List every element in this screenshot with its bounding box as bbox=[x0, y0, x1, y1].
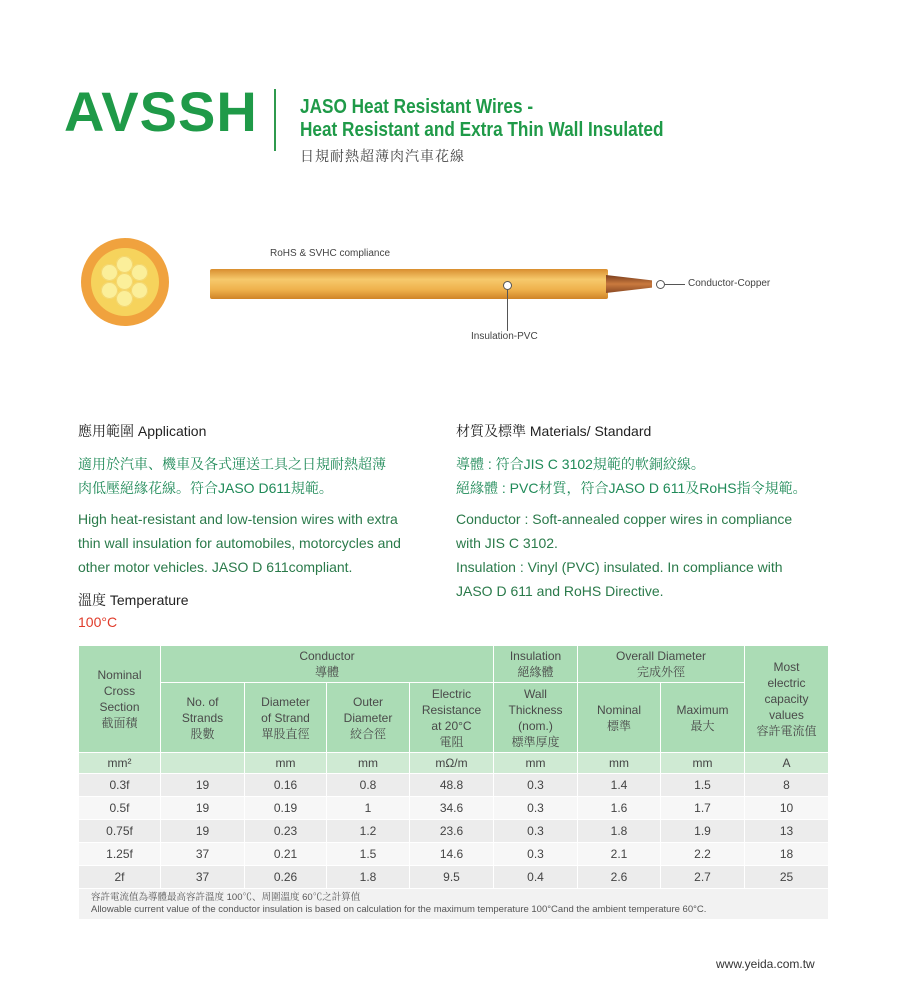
table-cell: 23.6 bbox=[410, 820, 494, 843]
table-cell: 2.7 bbox=[661, 866, 745, 889]
table-cell: 0.19 bbox=[245, 797, 327, 820]
table-note-row bbox=[79, 889, 829, 920]
product-code: AVSSH bbox=[64, 80, 258, 143]
insulation-pointer-line bbox=[507, 290, 508, 331]
table-row bbox=[79, 843, 829, 866]
unit-cell: mm bbox=[245, 753, 327, 774]
spec-table bbox=[78, 645, 829, 920]
header-conductor: Conductor 導體 bbox=[161, 646, 494, 683]
table-cell: 0.3 bbox=[494, 774, 578, 797]
unit-cell: mm² bbox=[79, 753, 161, 774]
materials-en-line-1: Conductor : Soft-annealed copper wires in compliance bbox=[456, 511, 793, 527]
table-cell: 2.1 bbox=[578, 843, 661, 866]
table-row bbox=[79, 797, 829, 820]
table-cell: 1.4 bbox=[578, 774, 661, 797]
table-cell: 0.26 bbox=[245, 866, 327, 889]
application-heading: 應用範圍 Application bbox=[78, 423, 207, 439]
table-cell: 1 bbox=[327, 797, 410, 820]
header-od-maximum: Maximum 最大 bbox=[661, 683, 745, 753]
table-cell: 19 bbox=[161, 774, 245, 797]
table-cell: 0.75f bbox=[79, 820, 161, 843]
table-cell: 0.4 bbox=[494, 866, 578, 889]
table-cell: 0.23 bbox=[245, 820, 327, 843]
application-en-line-2: thin wall insulation for automobiles, motorcycles and bbox=[78, 535, 401, 551]
table-cell: 48.8 bbox=[410, 774, 494, 797]
application-en-line-3: other motor vehicles. JASO D 611compliant. bbox=[78, 559, 353, 575]
table-cell: 25 bbox=[745, 866, 829, 889]
website-url: www.yeida.com.tw bbox=[716, 957, 815, 971]
unit-cell: mΩ/m bbox=[410, 753, 494, 774]
materials-heading: 材質及標準 Materials/ Standard bbox=[456, 423, 652, 439]
units-row bbox=[79, 753, 829, 774]
table-cell: 1.8 bbox=[578, 820, 661, 843]
unit-cell: mm bbox=[494, 753, 578, 774]
header-wall-thickness: Wall Thickness (nom.) 標準厚度 bbox=[494, 683, 578, 753]
table-cell: 0.3 bbox=[494, 797, 578, 820]
temperature-heading: 溫度 Temperature bbox=[78, 592, 189, 608]
table-cell: 1.25f bbox=[79, 843, 161, 866]
unit-cell: mm bbox=[578, 753, 661, 774]
table-cell: 1.5 bbox=[327, 843, 410, 866]
materials-cn-line-1: 導體 : 符合JIS C 3102規範的軟銅絞線。 bbox=[456, 456, 705, 472]
header-strand-diameter: Diameter of Strand 單股直徑 bbox=[245, 683, 327, 753]
table-cell: 14.6 bbox=[410, 843, 494, 866]
table-cell: 0.3 bbox=[494, 820, 578, 843]
conductor-label: Conductor-Copper bbox=[688, 278, 771, 289]
subtitle-chinese: 日規耐熱超薄肉汽車花線 bbox=[300, 148, 465, 164]
conductor-pointer-dot bbox=[656, 280, 665, 289]
table-cell: 1.5 bbox=[661, 774, 745, 797]
application-en-line-1: High heat-resistant and low-tension wires with extra bbox=[78, 511, 398, 527]
table-cell: 1.8 bbox=[327, 866, 410, 889]
table-cell: 0.8 bbox=[327, 774, 410, 797]
header-electric-resistance: Electric Resistance at 20°C 電阻 bbox=[410, 683, 494, 753]
insulation-label: Insulation-PVC bbox=[471, 331, 538, 342]
table-cell: 0.5f bbox=[79, 797, 161, 820]
unit-cell: mm bbox=[327, 753, 410, 774]
table-cell: 0.3 bbox=[494, 843, 578, 866]
conductor-pointer-line bbox=[665, 284, 685, 285]
table-cell: 2.6 bbox=[578, 866, 661, 889]
table-row bbox=[79, 774, 829, 797]
table-cell: 8 bbox=[745, 774, 829, 797]
table-row bbox=[79, 866, 829, 889]
materials-en-line-3: Insulation : Vinyl (PVC) insulated. In compliance with bbox=[456, 559, 783, 575]
materials-en-line-4: JASO D 611 and RoHS Directive. bbox=[456, 583, 664, 599]
temperature-value: 100°C bbox=[78, 614, 118, 630]
header-insulation: Insulation 絕緣體 bbox=[494, 646, 578, 683]
table-cell: 9.5 bbox=[410, 866, 494, 889]
table-note bbox=[79, 889, 829, 920]
title-line-1: JASO Heat Resistant Wires - bbox=[300, 96, 534, 118]
materials-en-line-2: with JIS C 3102. bbox=[456, 535, 558, 551]
header-overall-diameter: Overall Diameter 完成外徑 bbox=[578, 646, 745, 683]
application-cn-line-2: 肉低壓絕緣花線。符合JASO D611規範。 bbox=[78, 480, 333, 496]
table-note-cn: 容許電流值為導體最高容許溫度 100℃、周圍溫度 60℃之計算值 bbox=[91, 892, 361, 903]
table-cell: 0.16 bbox=[245, 774, 327, 797]
table-cell: 1.2 bbox=[327, 820, 410, 843]
materials-cn-line-2: 絕緣體 : PVC材質，符合JASO D 611及RoHS指令規範。 bbox=[456, 480, 807, 496]
table-note-en: Allowable current value of the conductor insulation is based on calculation for the maximum temperature 100°Cand the ambient temperature 60°C. bbox=[91, 904, 707, 915]
title-line-2: Heat Resistant and Extra Thin Wall Insulated bbox=[300, 119, 664, 141]
table-row bbox=[79, 820, 829, 843]
table-cell: 2f bbox=[79, 866, 161, 889]
table-cell: 1.6 bbox=[578, 797, 661, 820]
table-cell: 37 bbox=[161, 866, 245, 889]
table-cell: 0.3f bbox=[79, 774, 161, 797]
table-cell: 37 bbox=[161, 843, 245, 866]
table-cell: 0.21 bbox=[245, 843, 327, 866]
table-cell: 1.7 bbox=[661, 797, 745, 820]
table-cell: 34.6 bbox=[410, 797, 494, 820]
insulation-pointer-dot bbox=[503, 281, 512, 290]
table-cell: 13 bbox=[745, 820, 829, 843]
header-od-nominal: Nominal 標準 bbox=[578, 683, 661, 753]
table-cell: 10 bbox=[745, 797, 829, 820]
unit-cell bbox=[161, 753, 245, 774]
header-divider bbox=[274, 89, 276, 151]
table-cell: 1.9 bbox=[661, 820, 745, 843]
header-nominal-section: Nominal Cross Section 截面積 bbox=[79, 646, 161, 753]
wire-insulation-icon bbox=[210, 269, 608, 299]
unit-cell: mm bbox=[661, 753, 745, 774]
unit-cell: A bbox=[745, 753, 829, 774]
cable-cross-section-icon bbox=[81, 238, 169, 326]
copper-conductor-icon bbox=[606, 275, 652, 293]
table-cell: 19 bbox=[161, 820, 245, 843]
header-no-of-strands: No. of Strands 股數 bbox=[161, 683, 245, 753]
table-cell: 2.2 bbox=[661, 843, 745, 866]
header-current-capacity: Most electric capacity values 容許電流值 bbox=[745, 646, 829, 753]
table-cell: 19 bbox=[161, 797, 245, 820]
table-cell: 18 bbox=[745, 843, 829, 866]
rohs-compliance-label: RoHS & SVHC compliance bbox=[270, 248, 391, 259]
header-outer-diameter: Outer Diameter 絞合徑 bbox=[327, 683, 410, 753]
application-cn-line-1: 適用於汽車、機車及各式運送工具之日規耐熱超薄 bbox=[78, 456, 386, 472]
